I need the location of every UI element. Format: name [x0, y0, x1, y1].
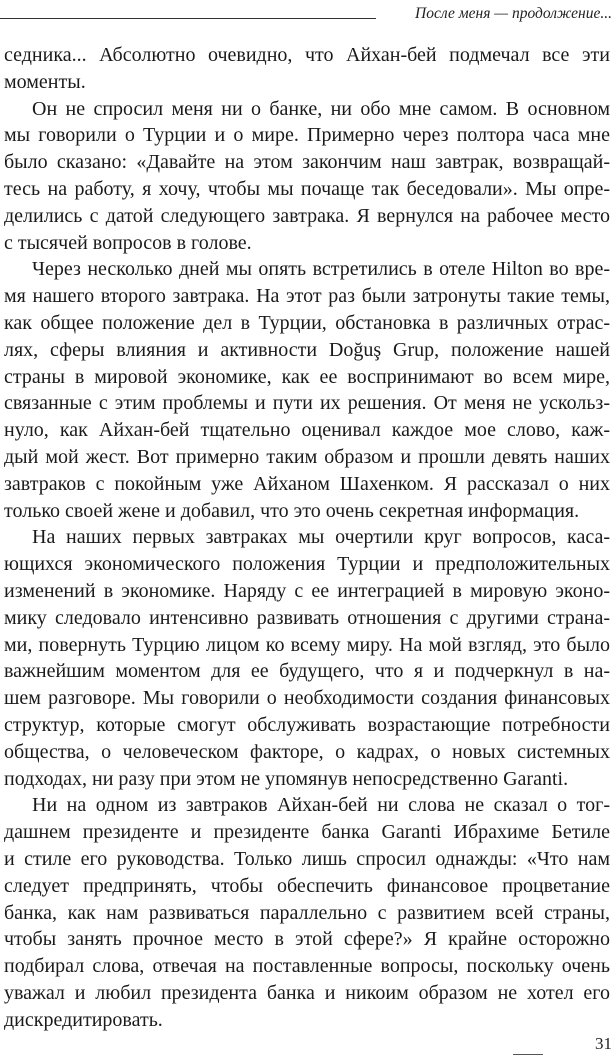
text-line: связанные с этим проблемы и пути их решения. От меня не ускольз- [4, 392, 610, 415]
text-line: важнейшим моментом для ее будущего, что я и подчеркнул в на- [4, 660, 610, 683]
running-title: После меня — продолжение... [415, 5, 612, 22]
text-line: структур, которые смогут обслуживать возрастающие потребности [4, 713, 610, 736]
text-line: следует предпринять, чтобы обеспечить финансовое процветание [4, 874, 610, 897]
running-header [0, 2, 612, 26]
text-line: На наших первых завтраках мы очертили круг вопросов, каса- [32, 526, 610, 549]
text-line: с тысячей вопросов в голове. [4, 231, 252, 254]
text-line: седника... Абсолютно очевидно, что Айхан-бей подмечал все эти [4, 44, 610, 66]
body-text [4, 42, 610, 1033]
text-line: мику следовало интенсивно развивать отношения с другими страна- [4, 606, 610, 629]
header-rule [0, 18, 376, 19]
text-line: лях, сферы влияния и активности Doğuş Grup, положение нашей [4, 338, 610, 361]
text-line: и стиле его руководства. Только лишь спросил однажды: «Что нам [4, 847, 610, 870]
text-line: делились с датой следующего завтрака. Я вернулся на рабочее место [4, 204, 610, 227]
text-line: дашнем президенте и президенте банка Garanti Ибрахиме Бетиле [4, 821, 610, 844]
text-line: дискредитировать. [4, 1008, 163, 1031]
text-line: мы говорили о Турции и о мире. Примерно через полтора часа мне [4, 124, 610, 147]
text-line: только своей жене и добавил, что это очень секретная информация. [4, 499, 580, 522]
text-line: нуло, как Айхан-бей тщательно оценивал каждое мое слово, каж- [4, 419, 610, 442]
text-line: было сказано: «Давайте на этом закончим наш завтрак, возвращай- [4, 151, 610, 174]
text-line: Он не спросил меня ни о банке, ни обо мне самом. В основном [32, 97, 610, 120]
text-line: изменений в экономике. Наряду с ее интеграцией в мировую эконо- [4, 579, 610, 602]
page-number: 31 [595, 1034, 612, 1053]
text-line: общества, о человеческом факторе, о кадрах, о новых системных [4, 740, 610, 763]
text-line: Ни на одном из завтраков Айхан-бей ни слова не сказал о тог- [32, 794, 610, 817]
text-line: дый мой жест. Вот примерно таким образом и прошли девять наших [4, 445, 610, 468]
text-line: чтобы занять прочное место в этой сфере?» Я крайне осторожно [4, 928, 610, 951]
text-line: шем разговоре. Мы говорили о необходимости создания финансовых [4, 687, 610, 710]
text-line: банка, как нам развиваться параллельно с развитием всей страны, [4, 901, 610, 924]
text-line: Через несколько дней мы опять встретились в отеле Hilton во вре- [32, 258, 610, 281]
text-line: как общее положение дел в Турции, обстановка в различных отрас- [4, 311, 610, 334]
text-line: мя нашего второго завтрака. На этот раз были затронуты такие темы, [4, 285, 610, 308]
text-line: ющихся экономического положения Турции и предположительных [4, 553, 610, 576]
text-line: уважал и любил президента банка и никоим образом не хотел его [4, 981, 610, 1004]
text-line: завтраков с покойным уже Айханом Шахенком. Я рассказал о них [4, 472, 610, 495]
text-line: тесь на работу, я хочу, чтобы мы почаще так беседовали». Мы опре- [4, 177, 610, 200]
text-line: моменты. [4, 70, 86, 93]
text-line: подходах, ни разу при этом не упомянув непосредственно Garanti. [4, 767, 569, 790]
footer-rule [513, 1054, 543, 1055]
text-line: подбирал слова, отвечая на поставленные вопросы, поскольку очень [4, 955, 610, 978]
text-line: страны в мировой экономике, как ее воспринимают во всем мире, [4, 365, 610, 388]
text-line: ми, повернуть Турцию лицом ко всему миру. На мой взгляд, это было [4, 633, 610, 656]
